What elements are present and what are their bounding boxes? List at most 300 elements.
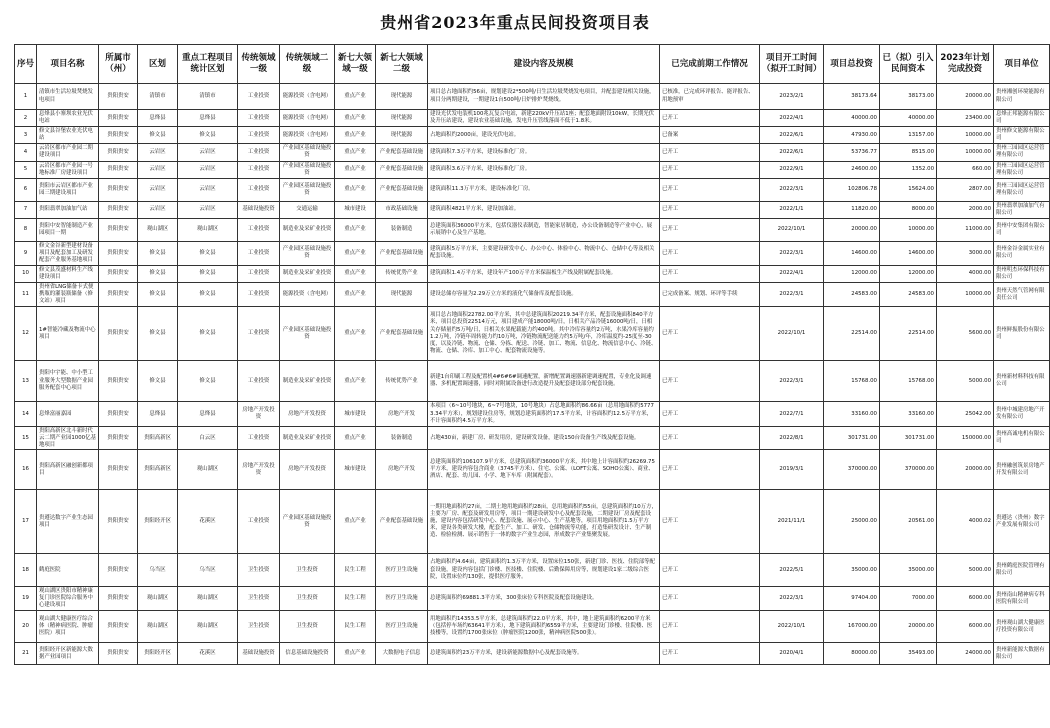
table-row [15, 490, 1050, 554]
table-cell: 现代能源 [376, 110, 428, 127]
table-cell: 贵阳经开区新能源大数据产业园项目 [37, 643, 99, 665]
table-cell: 传统优势产业 [376, 361, 428, 402]
table-cell: 贵阳贵安 [99, 307, 138, 361]
table-cell: 已开工 [660, 201, 760, 218]
table-cell: 370000.00 [824, 450, 880, 490]
table-cell: 卫生投资 [238, 611, 280, 643]
table-cell: 6 [15, 178, 37, 201]
table-cell: 贵州湘创环境能源有限公司 [994, 84, 1050, 110]
table-row [15, 643, 1050, 665]
table-row [15, 144, 1050, 161]
table-cell: 清镇市 [138, 84, 178, 110]
table-cell: 产业园区基础设施投资 [280, 144, 335, 161]
table-cell: 47930.00 [824, 127, 880, 144]
table-cell: 白云区 [178, 427, 238, 450]
table-cell: 贵阳经开区 [138, 490, 178, 554]
table-cell: 40000.00 [880, 110, 937, 127]
table-cell: 工业投资 [238, 178, 280, 201]
table-cell: 2022/4/1 [760, 265, 824, 282]
table-cell: 22514.00 [880, 307, 937, 361]
table-cell: 2020/4/1 [760, 643, 824, 665]
table-cell: 35000.00 [824, 554, 880, 587]
table-cell: 交通运输 [280, 201, 335, 218]
table-cell: 11 [15, 283, 37, 307]
table-cell: 息烽县 [138, 110, 178, 127]
table-row [15, 283, 1050, 307]
table-cell: 20000.00 [937, 84, 994, 110]
table-cell: 已开工 [660, 361, 760, 402]
table-cell: 11000.00 [937, 218, 994, 241]
table-cell: 现代能源 [376, 84, 428, 110]
table-row [15, 110, 1050, 127]
table-cell: 修文县谷堡农业光伏电站 [37, 127, 99, 144]
table-cell: 2022/3/1 [760, 587, 824, 611]
table-cell: 18 [15, 554, 37, 587]
table-cell: 息烽县 [178, 402, 238, 427]
table-cell: 现代能源 [376, 127, 428, 144]
column-header: 重点工程项目统计区划 [178, 45, 238, 84]
column-header: 传统领域二级 [280, 45, 335, 84]
table-cell: 建筑面积11.3万平方米，建设标准化厂房。 [428, 178, 660, 201]
column-header: 项目名称 [37, 45, 99, 84]
table-cell: 工业投资 [238, 361, 280, 402]
table-cell: 38173.00 [880, 84, 937, 110]
table-cell: 2022/9/1 [760, 161, 824, 178]
table-cell: 总建筑面积36000平方米，包括仪器仪表制造，智能家居制造，办公设备制造等产业中心，展示展销中心及生产基地。 [428, 218, 660, 241]
table-cell: 1#智能冷藏及物流中心项目 [37, 307, 99, 361]
table-cell: 能源投资（含电网） [280, 127, 335, 144]
table-cell: 观山湖区贵阳市精神康复门诊医院综合服务中心建设项目 [37, 587, 99, 611]
table-cell: 2022/10/1 [760, 611, 824, 643]
table-cell: 贵州鲜振股份有限公司 [994, 307, 1050, 361]
table-cell: 35000.00 [880, 554, 937, 587]
table-cell: 建设光伏发电装机100兆瓦复合电站，新建220kV升压站1座；配套地面附设10kW，长期光伏及升压站建设，建设农业基础设施，发电升压管线落面不低于1.8米。 [428, 110, 660, 127]
table-cell: 15624.00 [880, 178, 937, 201]
table-cell: 已开工 [660, 178, 760, 201]
table-cell: 贵阳贵安 [99, 265, 138, 282]
table-cell: 云岩区 [138, 178, 178, 201]
table-cell: 乌当区 [178, 554, 238, 587]
table-cell: 7000.00 [880, 587, 937, 611]
table-cell: 城市建设 [335, 201, 376, 218]
table-cell: 贵阳贵安 [99, 161, 138, 178]
table-cell: 8 [15, 218, 37, 241]
table-cell: 观山湖区 [178, 587, 238, 611]
table-cell: 建筑面积3.6万平方米，建设标准化厂房。 [428, 161, 660, 178]
table-row [15, 402, 1050, 427]
table-cell: 已开工 [660, 490, 760, 554]
table-row [15, 218, 1050, 241]
table-cell: 15768.00 [880, 361, 937, 402]
table-cell: 重点产业 [335, 643, 376, 665]
table-cell: 云岩区 [178, 161, 238, 178]
table-cell: 产业园区基础设施投资 [280, 161, 335, 178]
table-cell: 贵州中安集团有限公司 [994, 218, 1050, 241]
table-cell: 贵州三园园区运营管理有限公司 [994, 144, 1050, 161]
table-cell: 已开工 [660, 307, 760, 361]
table-cell: 建设总储存容量为2.29万立方米的液化气储备库及配套设施。 [428, 283, 660, 307]
table-cell: 301731.00 [880, 427, 937, 450]
table-cell: 工业投资 [238, 127, 280, 144]
table-cell: 贵州省LNG储备卡式便携瓶的灌装瓶储备（修文站）项目 [37, 283, 99, 307]
table-cell: 重点产业 [335, 283, 376, 307]
column-header: 建设内容及规模 [428, 45, 660, 84]
table-cell: 观山湖区 [138, 218, 178, 241]
table-cell: 医疗卫生设施 [376, 611, 428, 643]
table-cell: 重点产业 [335, 161, 376, 178]
table-cell: 已开工 [660, 554, 760, 587]
table-cell: 信息基础设施投资 [280, 643, 335, 665]
project-table [14, 44, 1050, 665]
table-cell: 云岩区 [178, 178, 238, 201]
table-cell: 已完成备案、规划、环评等手续 [660, 283, 760, 307]
column-header: 已（拟）引入民间资本 [880, 45, 937, 84]
table-cell: 建筑面积7.3万平方米，建设标准化厂房。 [428, 144, 660, 161]
table-cell: 贵阳中安智能制造产业园项目一期 [37, 218, 99, 241]
table-cell: 产业配套基础设施 [376, 241, 428, 265]
table-cell: 制造业及采矿业投资 [280, 218, 335, 241]
table-cell: 2022/5/1 [760, 554, 824, 587]
table-cell: 花溪区 [178, 643, 238, 665]
table-cell: 修文县 [138, 361, 178, 402]
table-cell: 2022/10/1 [760, 307, 824, 361]
table-cell: 修文金谷新型建材设备项目及配套加工及研发配套产业服务基地项目 [37, 241, 99, 265]
table-cell: 修文县 [138, 307, 178, 361]
table-cell: 观山湖区 [178, 450, 238, 490]
table-cell: 用地面积约14353.5平方米，总建筑面积约22.0平方米，其中，地上建筑面积约6200平方米（包括停车场约63641平方米），地下建筑面积约6559平方米，主要建设门诊楼、住院楼、医技楼等，设置约1700张床位（肿瘤医院1200张，精神病医院500张）。 [428, 611, 660, 643]
table-cell: 10 [15, 265, 37, 282]
table-cell: 102806.78 [824, 178, 880, 201]
table-cell: 10000.00 [880, 218, 937, 241]
table-cell: 14 [15, 402, 37, 427]
table-cell: 一期用地面积约27亩，二期土地用地面积约28亩，总用地面积约55亩，总建筑面积约10万方，主要为厂房、配套及研发用房等，项目一期建设研发中心及配套设施，二期建设厂房及配套设施，建设内容包括研发中心、配套设施、展示中心、生产基地等，项目用地面积约1.5万平方米，建设各类研发大楼，配套生产、加工、研发、仓储物流等功能，打造集研发设计、生产制造、检验检测、展示销售于一体的数字产业生态园，形成数字产业集聚发展。 [428, 490, 660, 554]
table-cell: 产业园区基础设施投资 [280, 241, 335, 265]
table-cell: 2 [15, 110, 37, 127]
table-cell: 已开工 [660, 144, 760, 161]
table-cell: 贵阳贵安 [99, 110, 138, 127]
table-cell: 贵州三园园区运营管理有限公司 [994, 178, 1050, 201]
table-cell: 33160.00 [824, 402, 880, 427]
table-cell: 贵阳贵安 [99, 643, 138, 665]
table-cell: 已开工 [660, 643, 760, 665]
table-cell: 产业园区基础设施投资 [280, 307, 335, 361]
table-cell: 产业配套基础设施 [376, 490, 428, 554]
table-cell: 20000.00 [937, 450, 994, 490]
table-cell: 3000.00 [937, 241, 994, 265]
table-cell: 贵阳贵安 [99, 241, 138, 265]
table-cell: 建筑面积5万平方米，主要建设研发中心、办公中心、体验中心、物流中心、仓储中心等及相关配套设施。 [428, 241, 660, 265]
table-cell: 贵阳贵安 [99, 587, 138, 611]
table-cell: 民生工程 [335, 587, 376, 611]
table-cell: 市政基础设施 [376, 201, 428, 218]
table-cell: 2000.00 [937, 201, 994, 218]
table-cell: 重点产业 [335, 178, 376, 201]
table-cell: 修文县 [178, 361, 238, 402]
table-cell: 贵阳翡翠加油加气站 [37, 201, 99, 218]
table-cell: 城市建设 [335, 450, 376, 490]
table-cell: 修文县 [178, 307, 238, 361]
table-cell: 贵阳经开区 [138, 643, 178, 665]
table-cell: 能源投资（含电网） [280, 84, 335, 110]
table-cell: 2022/3/1 [760, 241, 824, 265]
table-cell: 1352.00 [880, 161, 937, 178]
table-cell: 占地面积约2000亩，建设光伏电站。 [428, 127, 660, 144]
table-cell: 重点产业 [335, 361, 376, 402]
table-cell: 房地产开发投资 [280, 402, 335, 427]
table-cell: 息烽县小寨坝农业光伏电站 [37, 110, 99, 127]
table-cell: 贵阳贵安 [99, 402, 138, 427]
table-cell: 11820.00 [824, 201, 880, 218]
table-cell: 修文县茂盛材料生产线建设项目 [37, 265, 99, 282]
table-row [15, 84, 1050, 110]
table-cell: 6000.00 [937, 587, 994, 611]
table-cell: 2022/6/1 [760, 127, 824, 144]
table-cell: 10000.00 [937, 127, 994, 144]
table-cell: 占地430亩，新建厂房、研发用房，建设研发设备，建设150台设备生产线及配套设施。 [428, 427, 660, 450]
table-cell: 2022/3/1 [760, 178, 824, 201]
table-cell: 6000.00 [937, 611, 994, 643]
table-cell: 装备制造 [376, 427, 428, 450]
table-row [15, 611, 1050, 643]
table-cell: 重点产业 [335, 265, 376, 282]
table-cell: 5 [15, 161, 37, 178]
table-cell: 2022/6/1 [760, 144, 824, 161]
table-cell: 2022/1/1 [760, 201, 824, 218]
table-cell: 花溪区 [178, 490, 238, 554]
table-cell: 5000.00 [937, 554, 994, 587]
table-header-row [15, 45, 1050, 84]
table-cell: 重点产业 [335, 241, 376, 265]
table-cell: 2021/11/1 [760, 490, 824, 554]
table-cell: 重点产业 [335, 110, 376, 127]
table-cell: 13 [15, 361, 37, 402]
table-cell: 2019/3/1 [760, 450, 824, 490]
table-body [15, 84, 1050, 665]
table-cell: 现代能源 [376, 283, 428, 307]
table-cell: 云岩区 [138, 144, 178, 161]
table-cell: 卫生投资 [280, 587, 335, 611]
table-cell: 房地产开发投资 [280, 450, 335, 490]
table-cell: 贵州新能源大数据有限公司 [994, 643, 1050, 665]
table-cell: 修文县 [178, 127, 238, 144]
table-cell: 贵阳市云岩区都市产业园三期建设项目 [37, 178, 99, 201]
column-header: 项目单位 [994, 45, 1050, 84]
column-header: 区划 [138, 45, 178, 84]
table-cell: 清镇市 [178, 84, 238, 110]
table-cell: 贵阳贵安 [99, 490, 138, 554]
table-cell: 卫生投资 [280, 554, 335, 587]
table-cell: 20000.00 [824, 218, 880, 241]
table-cell: 贵阳贵安 [99, 611, 138, 643]
table-cell: 35493.00 [880, 643, 937, 665]
table-cell: 贵州明杰环保科技有限公司 [994, 265, 1050, 282]
table-cell: 房地产开发投资 [238, 402, 280, 427]
table-cell: 制造业及采矿业投资 [280, 361, 335, 402]
table-cell: 制造业及采矿业投资 [280, 265, 335, 282]
table-cell: 53736.77 [824, 144, 880, 161]
table-cell: 传统优势产业 [376, 265, 428, 282]
table-cell: 贵阳贵安 [99, 218, 138, 241]
table-cell: 2022/3/1 [760, 283, 824, 307]
table-cell: 贵阳中宇能、中小型工业服务大型数据产业园服务配套中心项目 [37, 361, 99, 402]
table-cell: 660.00 [937, 161, 994, 178]
table-cell: 已备案 [660, 127, 760, 144]
table-cell: 19 [15, 587, 37, 611]
table-cell: 贵阳贵安 [99, 361, 138, 402]
table-cell: 24583.00 [880, 283, 937, 307]
table-cell: 贵阳高新区 [138, 427, 178, 450]
table-cell: 观山湖区 [138, 587, 178, 611]
table-cell: 25042.00 [937, 402, 994, 427]
table-cell: 观山湖大健康医疗综合体（精神病医院、肿瘤医院）项目 [37, 611, 99, 643]
table-cell: 4 [15, 144, 37, 161]
table-cell: 卫生投资 [238, 587, 280, 611]
table-cell: 卫生投资 [238, 554, 280, 587]
table-cell: 医疗卫生设施 [376, 554, 428, 587]
table-cell: 22514.00 [824, 307, 880, 361]
table-cell: 24600.00 [824, 161, 880, 178]
table-cell: 工业投资 [238, 218, 280, 241]
table-cell: 已开工 [660, 241, 760, 265]
table-cell: 总建筑面积约106107.9平方米，总建筑面积约36000平方米，其中地上计容面积约26269.75平方米，建设内容包含商业（3745平方米）、住宅、公寓、（LOFT公寓、SOHO公寓）、商业、酒店、配套、幼儿园、小学、地下车库（附属配套）。 [428, 450, 660, 490]
table-cell: 修文县 [138, 127, 178, 144]
table-cell: 大数据电子信息 [376, 643, 428, 665]
table-cell: 2022/3/1 [760, 361, 824, 402]
table-cell: 10000.00 [937, 283, 994, 307]
column-header: 新七大领域一级 [335, 45, 376, 84]
table-cell: 167000.00 [824, 611, 880, 643]
table-cell: 2022/8/1 [760, 427, 824, 450]
table-cell: 装备制造 [376, 218, 428, 241]
table-cell: 已开工 [660, 427, 760, 450]
table-cell: 1 [15, 84, 37, 110]
table-cell: 20000.00 [880, 611, 937, 643]
table-cell: 本项目（6~10号地块，6~7号地块，10号地块）占总地面积约86.66亩（总用地面积约57773.34平方米），规划建设住房等，规划总建筑面积约17.5平方米，计容面积约12.5万平方米，不计容面积约4.5万平方米。 [428, 402, 660, 427]
table-cell: 16 [15, 450, 37, 490]
table-row [15, 450, 1050, 490]
table-cell: 房地产开发投资 [238, 450, 280, 490]
table-cell: 云岩区都市产业园一号地标准厂房建设项目 [37, 161, 99, 178]
table-cell: 15 [15, 427, 37, 450]
table-cell: 贵州修文能源有限公司 [994, 127, 1050, 144]
table-cell: 产业配套基础设施 [376, 178, 428, 201]
table-cell: 150000.00 [937, 427, 994, 450]
table-cell: 4000.02 [937, 490, 994, 554]
table-cell: 乌当区 [138, 554, 178, 587]
table-cell: 息烽县 [178, 110, 238, 127]
table-cell: 贵州观山湖大健康医疗投资有限公司 [994, 611, 1050, 643]
column-header: 序号 [15, 45, 37, 84]
table-row [15, 427, 1050, 450]
table-cell: 工业投资 [238, 283, 280, 307]
table-cell: 2023/2/1 [760, 84, 824, 110]
table-cell: 息烽富丽嘉园 [37, 402, 99, 427]
table-cell: 观山湖区 [178, 218, 238, 241]
table-cell: 重点产业 [335, 84, 376, 110]
table-cell: 5600.00 [937, 307, 994, 361]
table-cell: 工业投资 [238, 427, 280, 450]
table-cell: 10000.00 [937, 144, 994, 161]
table-cell: 301731.00 [824, 427, 880, 450]
table-cell: 33160.00 [880, 402, 937, 427]
table-cell: 观山湖区 [138, 611, 178, 643]
table-cell: 2807.00 [937, 178, 994, 201]
table-cell: 工业投资 [238, 241, 280, 265]
table-cell: 贵州翡翠加油加气有限公司 [994, 201, 1050, 218]
table-cell: 贵州金谷金属实业有限公司 [994, 241, 1050, 265]
table-cell: 工业投资 [238, 84, 280, 110]
table-cell: 重点产业 [335, 490, 376, 554]
table-cell: 云岩区 [178, 144, 238, 161]
table-cell: 项目总占地面积约56亩，规划建设2*500吨/日生活垃圾焚烧发电项目，并配套建设相关设施，项目分两期建设，一期建设1台500吨/日炉排炉焚烧线。 [428, 84, 660, 110]
table-cell: 已开工 [660, 450, 760, 490]
table-cell: 云岩区 [178, 201, 238, 218]
table-cell: 贵阳贵安 [99, 201, 138, 218]
table-cell: 修文县 [138, 283, 178, 307]
table-cell: 贵阳高新区 [138, 450, 178, 490]
table-cell: 项目总占地面积22782.00平方米，其中总建筑面积20219.34平方米，配套设施面积840平方米，项目总投资22514万元，项目建成产能18000吨/日，日相关产品冷链16000吨/日，日相关存储量约5万吨/日，日相关水果配载能力约400吨。其中冷库容量约2万吨，水果冷库容量约1.2万吨，冷链年周转能力约10万吨，冷链物流配送能力约5万吨/年，冷库温度约-25度至-30度，以及冷链、物流、仓储、分拣、配送、冷链、加工、物流、信息化、物流信息中心、冷链、物流、仓储、冷库、加工中心、配套物流设施等。 [428, 307, 660, 361]
table-cell: 修文县 [138, 241, 178, 265]
table-cell: 房地产开发 [376, 450, 428, 490]
table-cell: 产业园区基础设施投资 [280, 490, 335, 554]
table-cell: 重点产业 [335, 127, 376, 144]
table-cell: 2022/7/1 [760, 402, 824, 427]
table-cell: 17 [15, 490, 37, 554]
table-cell: 城市建设 [335, 402, 376, 427]
table-cell: 贵州中城建房地产开发有限公司 [994, 402, 1050, 427]
table-cell: 工业投资 [238, 490, 280, 554]
table-row [15, 127, 1050, 144]
table-cell: 12000.00 [824, 265, 880, 282]
table-cell: 2022/4/1 [760, 110, 824, 127]
table-cell: 已开工 [660, 218, 760, 241]
table-cell: 能源投资（含电网） [280, 110, 335, 127]
table-cell: 医疗卫生设施 [376, 587, 428, 611]
table-cell: 25000.00 [824, 490, 880, 554]
table-cell: 已核准，已完成环评报告、能评报告、用地预审 [660, 84, 760, 110]
table-cell: 8515.00 [880, 144, 937, 161]
column-header: 传统领域一级 [238, 45, 280, 84]
document-title: 贵州省2023年重点民间投资项目表 [380, 13, 650, 32]
table-cell: 贵阳贵安 [99, 450, 138, 490]
table-cell: 息烽县 [138, 402, 178, 427]
table-cell: 云岩区 [138, 201, 178, 218]
table-cell: 贵州融创筑景房地产开发有限公司 [994, 450, 1050, 490]
table-cell: 基础设施投资 [238, 643, 280, 665]
table-cell: 20561.00 [880, 490, 937, 554]
table-cell: 贵阳高新区北斗新时代云二期产业园1000亿基地项目 [37, 427, 99, 450]
table-cell: 已开工 [660, 402, 760, 427]
table-row [15, 587, 1050, 611]
table-cell: 贵阳贵安 [99, 127, 138, 144]
table-cell: 清镇市生活垃圾焚烧发电项目 [37, 84, 99, 110]
table-cell: 15768.00 [824, 361, 880, 402]
table-cell: 产业配套基础设施 [376, 161, 428, 178]
table-cell: 贵遵达数字产业生态园项目 [37, 490, 99, 554]
table-cell: 5000.00 [937, 361, 994, 402]
column-header: 新七大领域二级 [376, 45, 428, 84]
table-cell: 重点产业 [335, 144, 376, 161]
table-cell: 工业投资 [238, 307, 280, 361]
table-row [15, 554, 1050, 587]
table-cell: 工业投资 [238, 161, 280, 178]
table-cell: 21 [15, 643, 37, 665]
column-header: 项目开工时间（拟开工时间） [760, 45, 824, 84]
table-cell: 贵阳贵安 [99, 283, 138, 307]
table-cell: 卫生投资 [280, 611, 335, 643]
column-header: 2023年计划完成投资 [937, 45, 994, 84]
table-cell: 370000.00 [880, 450, 937, 490]
